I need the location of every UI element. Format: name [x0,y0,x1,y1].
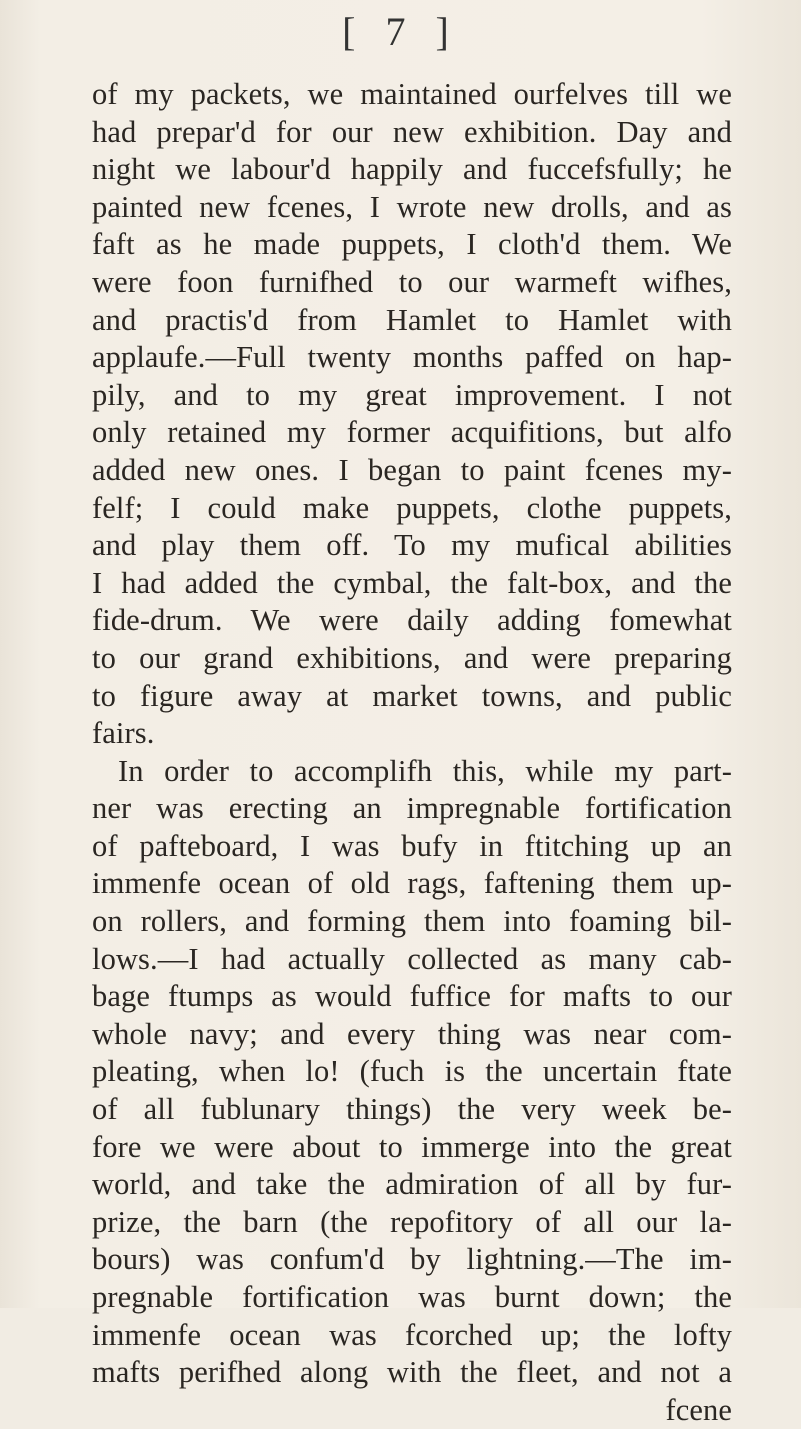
text-line: mafts perifhed along with the fleet, and not a [92,1355,732,1390]
text-line: painted new fcenes, I wrote new drolls, and as [92,189,732,224]
text-line: only retained my former acquifitions, but alfo [92,415,732,450]
text-line: of pafteboard, I was bufy in ftitching up an [92,828,732,863]
text-line: bage ftumps as would fuffice for mafts to our [92,979,732,1014]
text-line: faft as he made puppets, I cloth'd them. We [92,227,732,262]
catchword: fcene [665,1392,732,1427]
text-line: pleating, when lo! (fuch is the uncertain ftate [92,1054,732,1089]
text-line: bours) was confum'd by lightning.—The im- [92,1242,732,1277]
page-number: [ 7 ] [342,9,459,54]
text-line: pily, and to my great improvement. I not [92,377,732,412]
text-line: of my packets, we maintained ourfelves till we [92,77,732,111]
text-line: to our grand exhibitions, and were preparing [92,640,732,675]
text-line: immenfe ocean of old rags, faftening them up- [92,866,732,901]
text-line: fide-drum. We were daily adding fomewhat [92,603,732,638]
body-text [92,76,732,1429]
text-line: ner was erecting an impregnable fortification [92,791,732,826]
text-line: I had added the cymbal, the falt-box, and the [92,565,732,600]
text-line: pregnable fortification was burnt down; the [92,1280,732,1314]
text-line: immenfe ocean was fcorched up; the lofty [92,1317,732,1352]
text-line: night we labour'd happily and fuccefsfully; he [92,152,732,187]
text-line: prize, the barn (the repofitory of all our la- [92,1204,732,1239]
text-line: on rollers, and forming them into foaming bil- [92,904,732,939]
text-line: and practis'd from Hamlet to Hamlet with [92,302,732,337]
text-line: In order to accomplifh this, while my part- [118,753,732,788]
text-line: felf; I could make puppets, clothe puppets, [92,490,732,525]
text-line: whole navy; and every thing was near com- [92,1016,732,1051]
text-line: had prepar'd for our new exhibition. Day and [92,114,732,149]
text-line: world, and take the admiration of all by fur- [92,1167,732,1202]
text-line: fairs. [92,716,155,751]
text-line: to figure away at market towns, and public [92,678,732,713]
text-line: fore we were about to immerge into the great [92,1129,732,1164]
text-line: lows.—I had actually collected as many cab- [92,941,732,976]
text-line: of all fublunary things) the very week be- [92,1092,732,1127]
text-line: were foon furnifhed to our warmeft wifhes, [92,264,732,299]
text-line: applaufe.—Full twenty months paffed on hap- [92,340,732,375]
text-line: and play them off. To my mufical abilities [92,528,732,563]
text-line: added new ones. I began to paint fcenes my- [92,452,732,487]
